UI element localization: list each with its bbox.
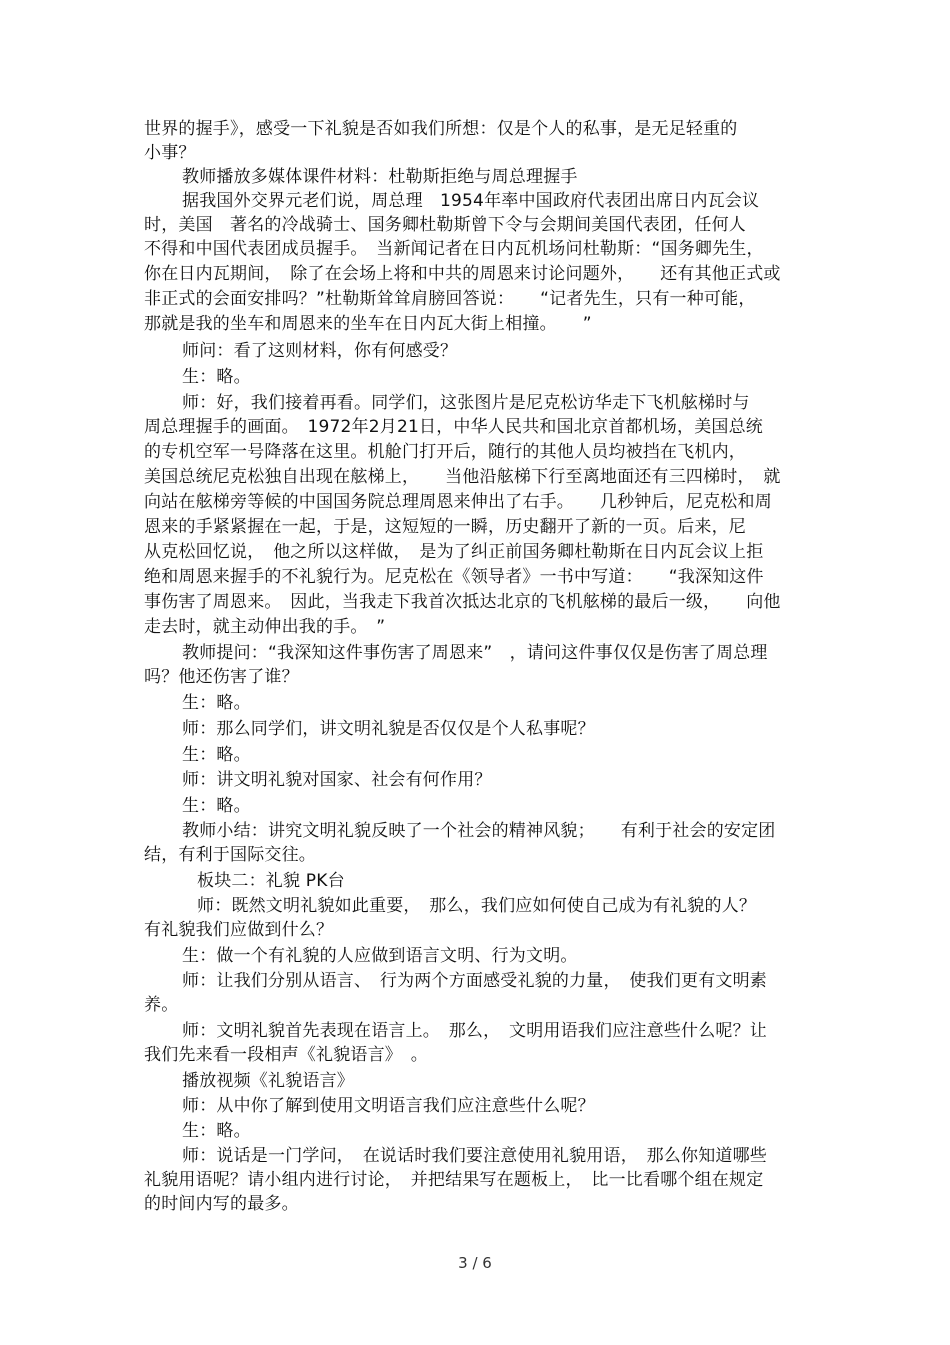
text-line: 师：那么同学们，讲文明礼貌是否仅仅是个人私事呢？ [182, 719, 595, 739]
text-line: 生：略。 [182, 1121, 251, 1141]
text-line: 世界的握手》，感受一下礼貌是否如我们所想：仅是个人的私事，是无足轻重的 [144, 119, 738, 139]
text-line: 的时间内写的最多。 [144, 1194, 299, 1214]
text-line: 那就是我的坐车和周恩来的坐车在日内瓦大街上相撞。 ” [144, 314, 592, 334]
text-line: 非正式的会面安排吗？”杜勒斯耸耸肩膀回答说： “记者先生，只有一种可能， [144, 289, 756, 309]
text-line: 你在日内瓦期间， 除了在会场上将和中共的周恩来讨论问题外， 还有其他正式或 [144, 264, 781, 284]
text-line: 教师播放多媒体课件材料：杜勒斯拒绝与周总理握手 [182, 167, 578, 187]
text-line: 师问：看了这则材料，你有何感受？ [182, 341, 458, 361]
text-line: 周总理握手的画面。 1972年2月21日，中华人民共和国北京首都机场，美国总统 [144, 417, 764, 437]
text-line: 教师提问：“我深知这件事伤害了周恩来” ，请问这件事仅仅是伤害了周总理 [182, 643, 768, 663]
text-line: 师：好，我们接着再看。同学们，这张图片是尼克松访华走下飞机舷梯时与 [182, 393, 750, 413]
text-line: 小事？ [144, 143, 196, 163]
text-line: 师：说话是一门学问， 在说话时我们要注意使用礼貌用语， 那么你知道哪些 [182, 1146, 767, 1166]
text-line: 师：让我们分别从语言、 行为两个方面感受礼貌的力量， 使我们更有文明素 [182, 971, 767, 991]
text-line: 生：略。 [182, 796, 251, 816]
text-line: 师：讲文明礼貌对国家、社会有何作用？ [182, 770, 492, 790]
text-line: 生：略。 [182, 745, 251, 765]
page-number: 3 / 6 [458, 1254, 492, 1272]
text-line: 教师小结：讲究文明礼貌反映了一个社会的精神风貌； 有利于社会的安定团 [182, 821, 776, 841]
text-line: 结，有利于国际交往。 [144, 845, 316, 865]
text-line: 师：文明礼貌首先表现在语言上。 那么， 文明用语我们应注意些什么呢？让 [182, 1021, 767, 1041]
text-line: 向站在舷梯旁等候的中国国务院总理周恩来伸出了右手。 几秒钟后，尼克松和周 [144, 492, 772, 512]
text-line: 时，美国 著名的冷战骑士、国务卿杜勒斯曾下令与会期间美国代表团，任何人 [144, 215, 746, 235]
text-line: 事伤害了周恩来。 因此，当我走下我首次抵达北京的飞机舷梯的最后一级， 向他 [144, 592, 781, 612]
text-line: 有礼貌我们应做到什么？ [144, 920, 334, 940]
text-line: 播放视频《礼貌语言》 [182, 1071, 354, 1091]
text-line: 生：做一个有礼貌的人应做到语言文明、行为文明。 [182, 946, 578, 966]
text-line: 我们先来看一段相声《礼貌语言》 。 [144, 1045, 428, 1065]
text-line: 恩来的手紧紧握在一起，于是，这短短的一瞬，历史翻开了新的一页。后来，尼 [144, 517, 746, 537]
text-line: 绝和周恩来握手的不礼貌行为。尼克松在《领导者》一书中写道： “我深知这件 [144, 567, 764, 587]
text-line: 礼貌用语呢？请小组内进行讨论， 并把结果写在题板上， 比一比看哪个组在规定 [144, 1170, 764, 1190]
text-line: 生：略。 [182, 367, 251, 387]
text-line: 走去时，就主动伸出我的手。 ” [144, 617, 386, 637]
text-line: 不得和中国代表团成员握手。 当新闻记者在日内瓦机场问杜勒斯：“国务卿先生， [144, 239, 764, 259]
text-line: 生：略。 [182, 693, 251, 713]
text-line: 吗？他还伤害了谁？ [144, 667, 299, 687]
text-line: 师：从中你了解到使用文明语言我们应注意些什么呢？ [182, 1096, 595, 1116]
text-line: 养。 [144, 995, 179, 1015]
section-heading: 板块二：礼貌 PK台 [197, 871, 345, 891]
text-line: 从克松回忆说， 他之所以这样做， 是为了纠正前国务卿杜勒斯在日内瓦会议上拒 [144, 542, 764, 562]
text-line: 师：既然文明礼貌如此重要， 那么，我们应如何使自己成为有礼貌的人？ [197, 896, 757, 916]
text-line: 美国总统尼克松独自出现在舷梯上， 当他沿舷梯下行至离地面还有三四梯时， 就 [144, 467, 781, 487]
text-line: 据我国外交界元老们说，周总理 1954年率中国政府代表团出席日内瓦会议 [182, 191, 760, 211]
text-line: 的专机空军一号降落在这里。机舱门打开后，随行的其他人员均被挡在飞机内， [144, 442, 746, 462]
